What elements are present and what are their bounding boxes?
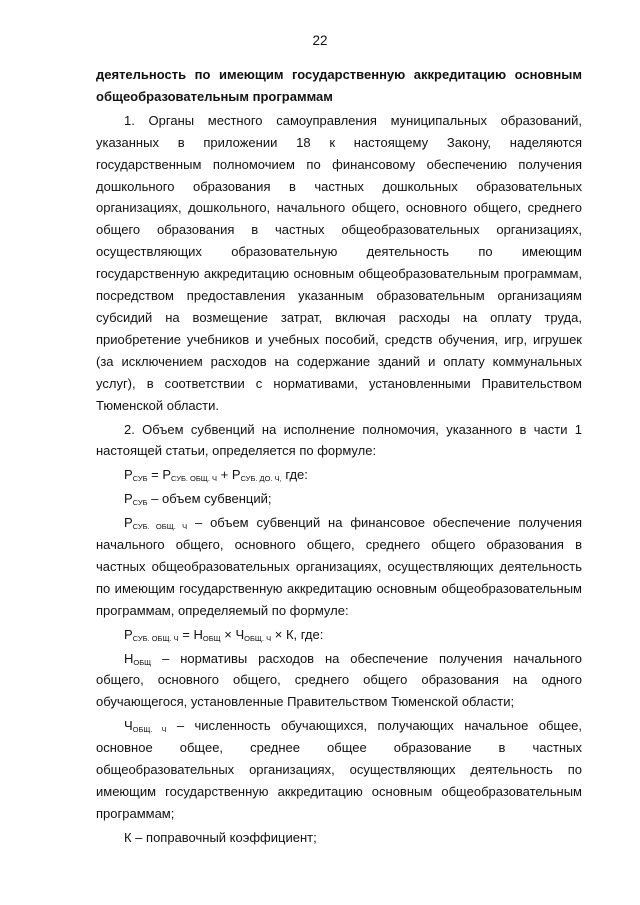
formula-subventions: $Р_{СУБ} = Р_{СУБ. ОБЩ. Ч} + Р_{СУБ. ДО. Ч,}$ где: bbox=[124, 467, 308, 484]
formula-general-education: $Р_{СУБ. ОБЩ. Ч} = Н_{ОБЩ} \times Ч_{ОБЩ. Ч} \times К$, где: bbox=[124, 626, 324, 643]
paragraph-2: 2. Объем субвенций на исполнение полномочия, указанного в части 1 настоящей статьи, определяется по формуле: bbox=[96, 421, 582, 459]
paragraph-1: 1. Органы местного самоуправления муниципальных образований, указанных в приложении 18 к настоящему Закону, наделяются государственным полномочием по финансовому обеспечению получения дошкольного образования в частных дошкольных образовательных организациях, дошкольного, начального общего, основного общего, среднего общего образования в частных общеобразовательных организациях, осуществляющих образовательную деятельность по имеющим государственную аккредитацию основным общеобразовательным программам, посредством предоставления указанным образовательным организациям субсидий на возмещение затрат, включая расходы на оплату труда, приобретение учебников и учебных пособий, средств обучения, игр, игрушек (за исключением расходов на содержание зданий и оплату коммунальных услуг), в соответствии с нормативами, установленными Правительством Тюменской области. bbox=[96, 112, 582, 413]
definition-k: К – поправочный коэффициент; bbox=[124, 829, 317, 845]
page-number: 22 bbox=[312, 33, 328, 48]
definition-n-obsh: $Н_{ОБЩ}$ – нормативы расходов на обеспечение получения начального общего, основного общего, среднего общего образования на одного обучающегося, установленные Правительством Тюменской области; bbox=[96, 650, 582, 710]
document-body bbox=[96, 64, 582, 849]
definition-r-sub-obsh: $Р_{СУБ. ОБЩ. Ч}$ – объем субвенций на финансовое обеспечение получения начального общего, основного общего, среднего общего образования в частных общеобразовательных организациях, осуществляющих деятельность по имеющим государственную аккредитацию основным общеобразовательным программам, определяемый по формуле: bbox=[96, 515, 582, 618]
definition-r-sub: $Р_{СУБ}$ – объем субвенций; bbox=[124, 491, 272, 508]
section-heading: деятельность по имеющим государственную аккредитацию основным общеобразовательным программам bbox=[96, 67, 582, 104]
definition-ch-obsh: $Ч_{ОБЩ. Ч}$ – численность обучающихся, получающих начальное общее, основное общее, среднее общее образование в частных общеобразовательных организациях, осуществляющих деятельность по имеющим государственную аккредитацию основным общеобразовательным программам; bbox=[96, 718, 583, 821]
